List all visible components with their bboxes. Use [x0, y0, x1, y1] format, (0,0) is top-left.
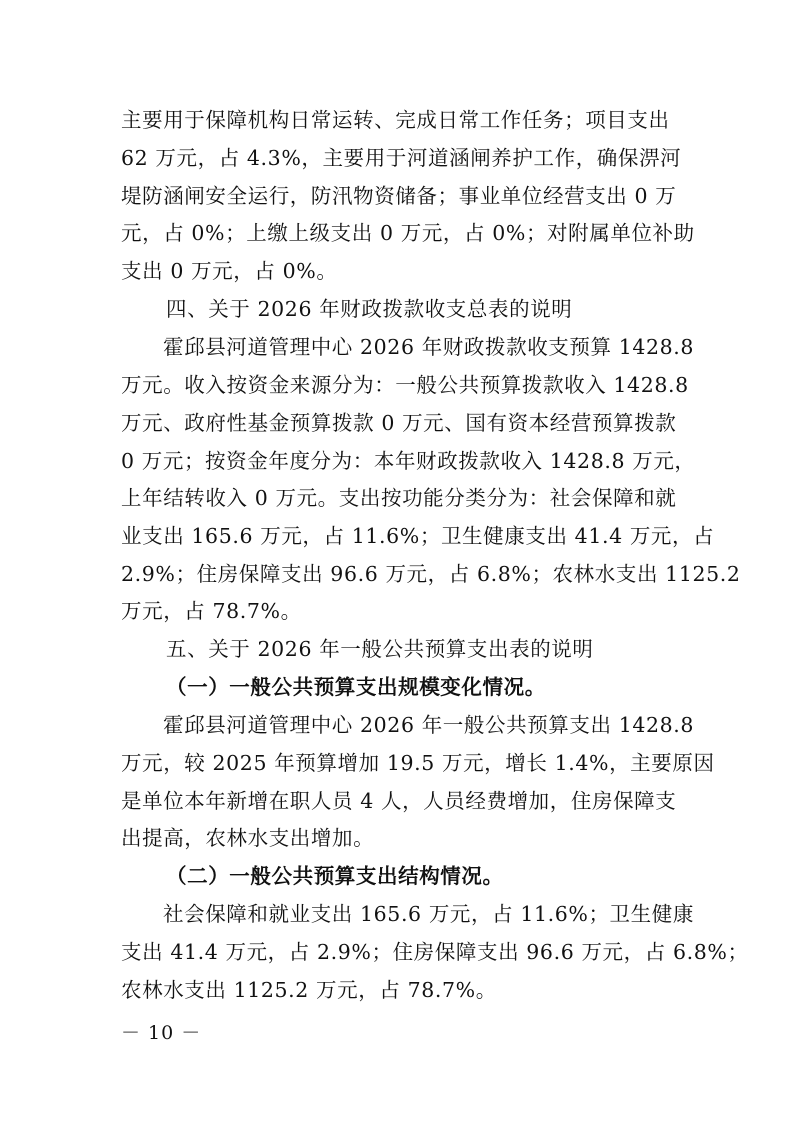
body-text-line: 农林水支出 1125.2 万元，占 78.7%。 — [121, 978, 497, 1002]
body-text-line: 堤防涵闸安全运行，防汛物资储备；事业单位经营支出 0 万 — [121, 184, 677, 208]
body-text-line: 出提高，农林水支出增加。 — [121, 826, 375, 850]
subsection-heading-1: （一）一般公共预算支出规模变化情况。 — [166, 675, 546, 699]
section-heading-5: 五、关于 2026 年一般公共预算支出表的说明 — [166, 637, 594, 661]
body-text-line: 主要用于保障机构日常运转、完成日常工作任务；项目支出 — [121, 108, 670, 132]
subsection-heading-2: （二）一般公共预算支出结构情况。 — [166, 864, 504, 888]
body-text-line: 业支出 165.6 万元，占 11.6%；卫生健康支出 41.4 万元，占 — [121, 524, 715, 548]
body-text-line: 万元，占 78.7%。 — [121, 599, 302, 623]
body-text-line: 霍邱县河道管理中心 2026 年一般公共预算支出 1428.8 — [163, 713, 695, 737]
page-number: － 10 － — [121, 1022, 202, 1044]
body-text-line: 支出 0 万元，占 0%。 — [121, 259, 338, 283]
body-text-line: 万元。收入按资金来源分为：一般公共预算拨款收入 1428.8 — [121, 373, 689, 397]
body-text-line: 0 万元；按资金年度分为：本年财政拨款收入 1428.8 万元， — [121, 449, 696, 473]
body-text-line: 62 万元，占 4.3%，主要用于河道涵闸养护工作，确保淠河 — [121, 146, 682, 170]
body-text-line: 万元，较 2025 年预算增加 19.5 万元，增长 1.4%，主要原因 — [121, 751, 715, 775]
body-text-line: 2.9%；住房保障支出 96.6 万元，占 6.8%；农林水支出 1125.2 — [121, 562, 741, 586]
body-text-line: 上年结转收入 0 万元。支出按功能分类分为：社会保障和就 — [121, 486, 677, 510]
section-heading-4: 四、关于 2026 年财政拨款收支总表的说明 — [166, 297, 573, 321]
body-text-line: 元，占 0%；上缴上级支出 0 万元，占 0%；对附属单位补助 — [121, 221, 695, 245]
body-text-line: 万元、政府性基金预算拨款 0 万元、国有资本经营预算拨款 — [121, 411, 677, 435]
body-text-line: 霍邱县河道管理中心 2026 年财政拨款收支预算 1428.8 — [163, 335, 695, 359]
body-text-line: 支出 41.4 万元，占 2.9%；住房保障支出 96.6 万元，占 6.8%； — [121, 940, 749, 964]
body-text-line: 社会保障和就业支出 165.6 万元，占 11.6%；卫生健康 — [163, 902, 694, 926]
body-text-line: 是单位本年新增在职人员 4 人，人员经费增加，住房保障支 — [121, 789, 677, 813]
